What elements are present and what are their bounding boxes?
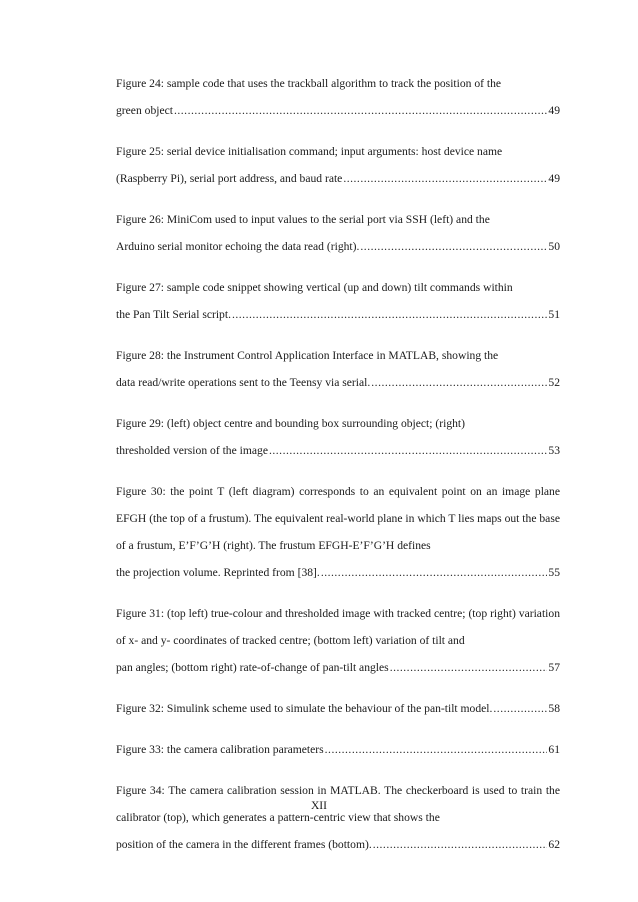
dot-leader <box>371 369 547 396</box>
entry-page-number: 50 <box>548 240 560 253</box>
entry-page-number: 53 <box>548 444 560 457</box>
dot-leader <box>174 97 547 124</box>
entry-page-number: 61 <box>548 743 560 756</box>
toc-entry-figure-30[interactable] <box>116 478 560 586</box>
entry-text: Figure 34: The camera calibration session in MATLAB. The checkerboard is used to train the calibrator (top), which generates a pattern-centric view that shows the <box>116 784 560 824</box>
entry-last-line <box>116 831 560 858</box>
entry-text-end: Figure 33: the camera calibration parameters <box>116 743 324 756</box>
entry-page-number: 49 <box>548 104 560 117</box>
dot-leader <box>321 559 548 586</box>
toc-entry-figure-24[interactable] <box>116 70 560 124</box>
entry-text-end: Figure 32: Simulink scheme used to simulate the behaviour of the pan-tilt model. <box>116 702 493 715</box>
entry-text-end: Arduino serial monitor echoing the data read (right). <box>116 240 360 253</box>
toc-entry-figure-28[interactable] <box>116 342 560 396</box>
entry-page-number: 62 <box>548 838 560 851</box>
page-number: XII <box>310 799 328 812</box>
dot-leader <box>373 831 548 858</box>
entry-text-end: pan angles; (bottom right) rate-of-change of pan-tilt angles <box>116 661 389 674</box>
dot-leader <box>269 437 547 464</box>
entry-last-line <box>116 437 560 464</box>
toc-entry-figure-33[interactable] <box>116 736 560 763</box>
entry-text-end: data read/write operations sent to the Teensy via serial. <box>116 376 371 389</box>
toc-entry-figure-25[interactable] <box>116 138 560 192</box>
dot-leader <box>493 695 547 722</box>
toc-entry-figure-34[interactable] <box>116 777 560 858</box>
entry-last-line <box>116 559 560 586</box>
entry-text-end: the projection volume. Reprinted from [38]. <box>116 566 320 579</box>
entry-text-end: position of the camera in the different frames (bottom). <box>116 838 372 851</box>
entry-text: Figure 30: the point T (left diagram) corresponds to an equivalent point on an image plane EFGH (the top of a frustum). The equivalent real-world plane in which T lies maps out the base of a frustum, E’F’G’H (right). The frustum EFGH-E’F’G’H defines <box>116 485 560 552</box>
entry-text-end: thresholded version of the image <box>116 444 268 457</box>
dot-leader <box>232 301 547 328</box>
dot-leader <box>390 654 548 681</box>
toc-entry-figure-32[interactable] <box>116 695 560 722</box>
entry-last-line <box>116 97 560 124</box>
toc-entry-figure-31[interactable] <box>116 600 560 681</box>
entry-last-line <box>116 369 560 396</box>
entry-last-line <box>116 233 560 260</box>
dot-leader <box>360 233 547 260</box>
entry-text-end: (Raspberry Pi), serial port address, and baud rate <box>116 172 343 185</box>
entry-last-line <box>116 695 560 722</box>
entry-page-number: 52 <box>548 376 560 389</box>
toc-entry-figure-29[interactable] <box>116 410 560 464</box>
entry-text: Figure 28: the Instrument Control Application Interface in MATLAB, showing the <box>116 349 499 362</box>
entry-text: Figure 31: (top left) true-colour and thresholded image with tracked centre; (top right) variation of x- and y- coordinates of tracked centre; (bottom left) variation of tilt and <box>116 607 560 647</box>
entry-page-number: 55 <box>548 566 560 579</box>
toc-entry-figure-26[interactable] <box>116 206 560 260</box>
dot-leader <box>325 736 548 763</box>
list-of-figures <box>116 70 560 872</box>
entry-text-end: the Pan Tilt Serial script. <box>116 308 231 321</box>
dot-leader <box>343 165 547 192</box>
entry-text: Figure 26: MiniCom used to input values to the serial port via SSH (left) and the <box>116 213 490 226</box>
entry-text: Figure 27: sample code snippet showing vertical (up and down) tilt commands within <box>116 281 513 294</box>
entry-last-line <box>116 165 560 192</box>
entry-page-number: 51 <box>548 308 560 321</box>
entry-text-end: green object <box>116 104 173 117</box>
entry-last-line <box>116 654 560 681</box>
entry-text: Figure 24: sample code that uses the trackball algorithm to track the position of the <box>116 77 502 90</box>
entry-page-number: 57 <box>548 661 560 674</box>
entry-last-line <box>116 301 560 328</box>
entry-text: Figure 29: (left) object centre and bounding box surrounding object; (right) <box>116 417 466 430</box>
toc-entry-figure-27[interactable] <box>116 274 560 328</box>
entry-last-line <box>116 736 560 763</box>
entry-text: Figure 25: serial device initialisation command; input arguments: host device name <box>116 145 503 158</box>
entry-page-number: 49 <box>548 172 560 185</box>
entry-page-number: 58 <box>548 702 560 715</box>
